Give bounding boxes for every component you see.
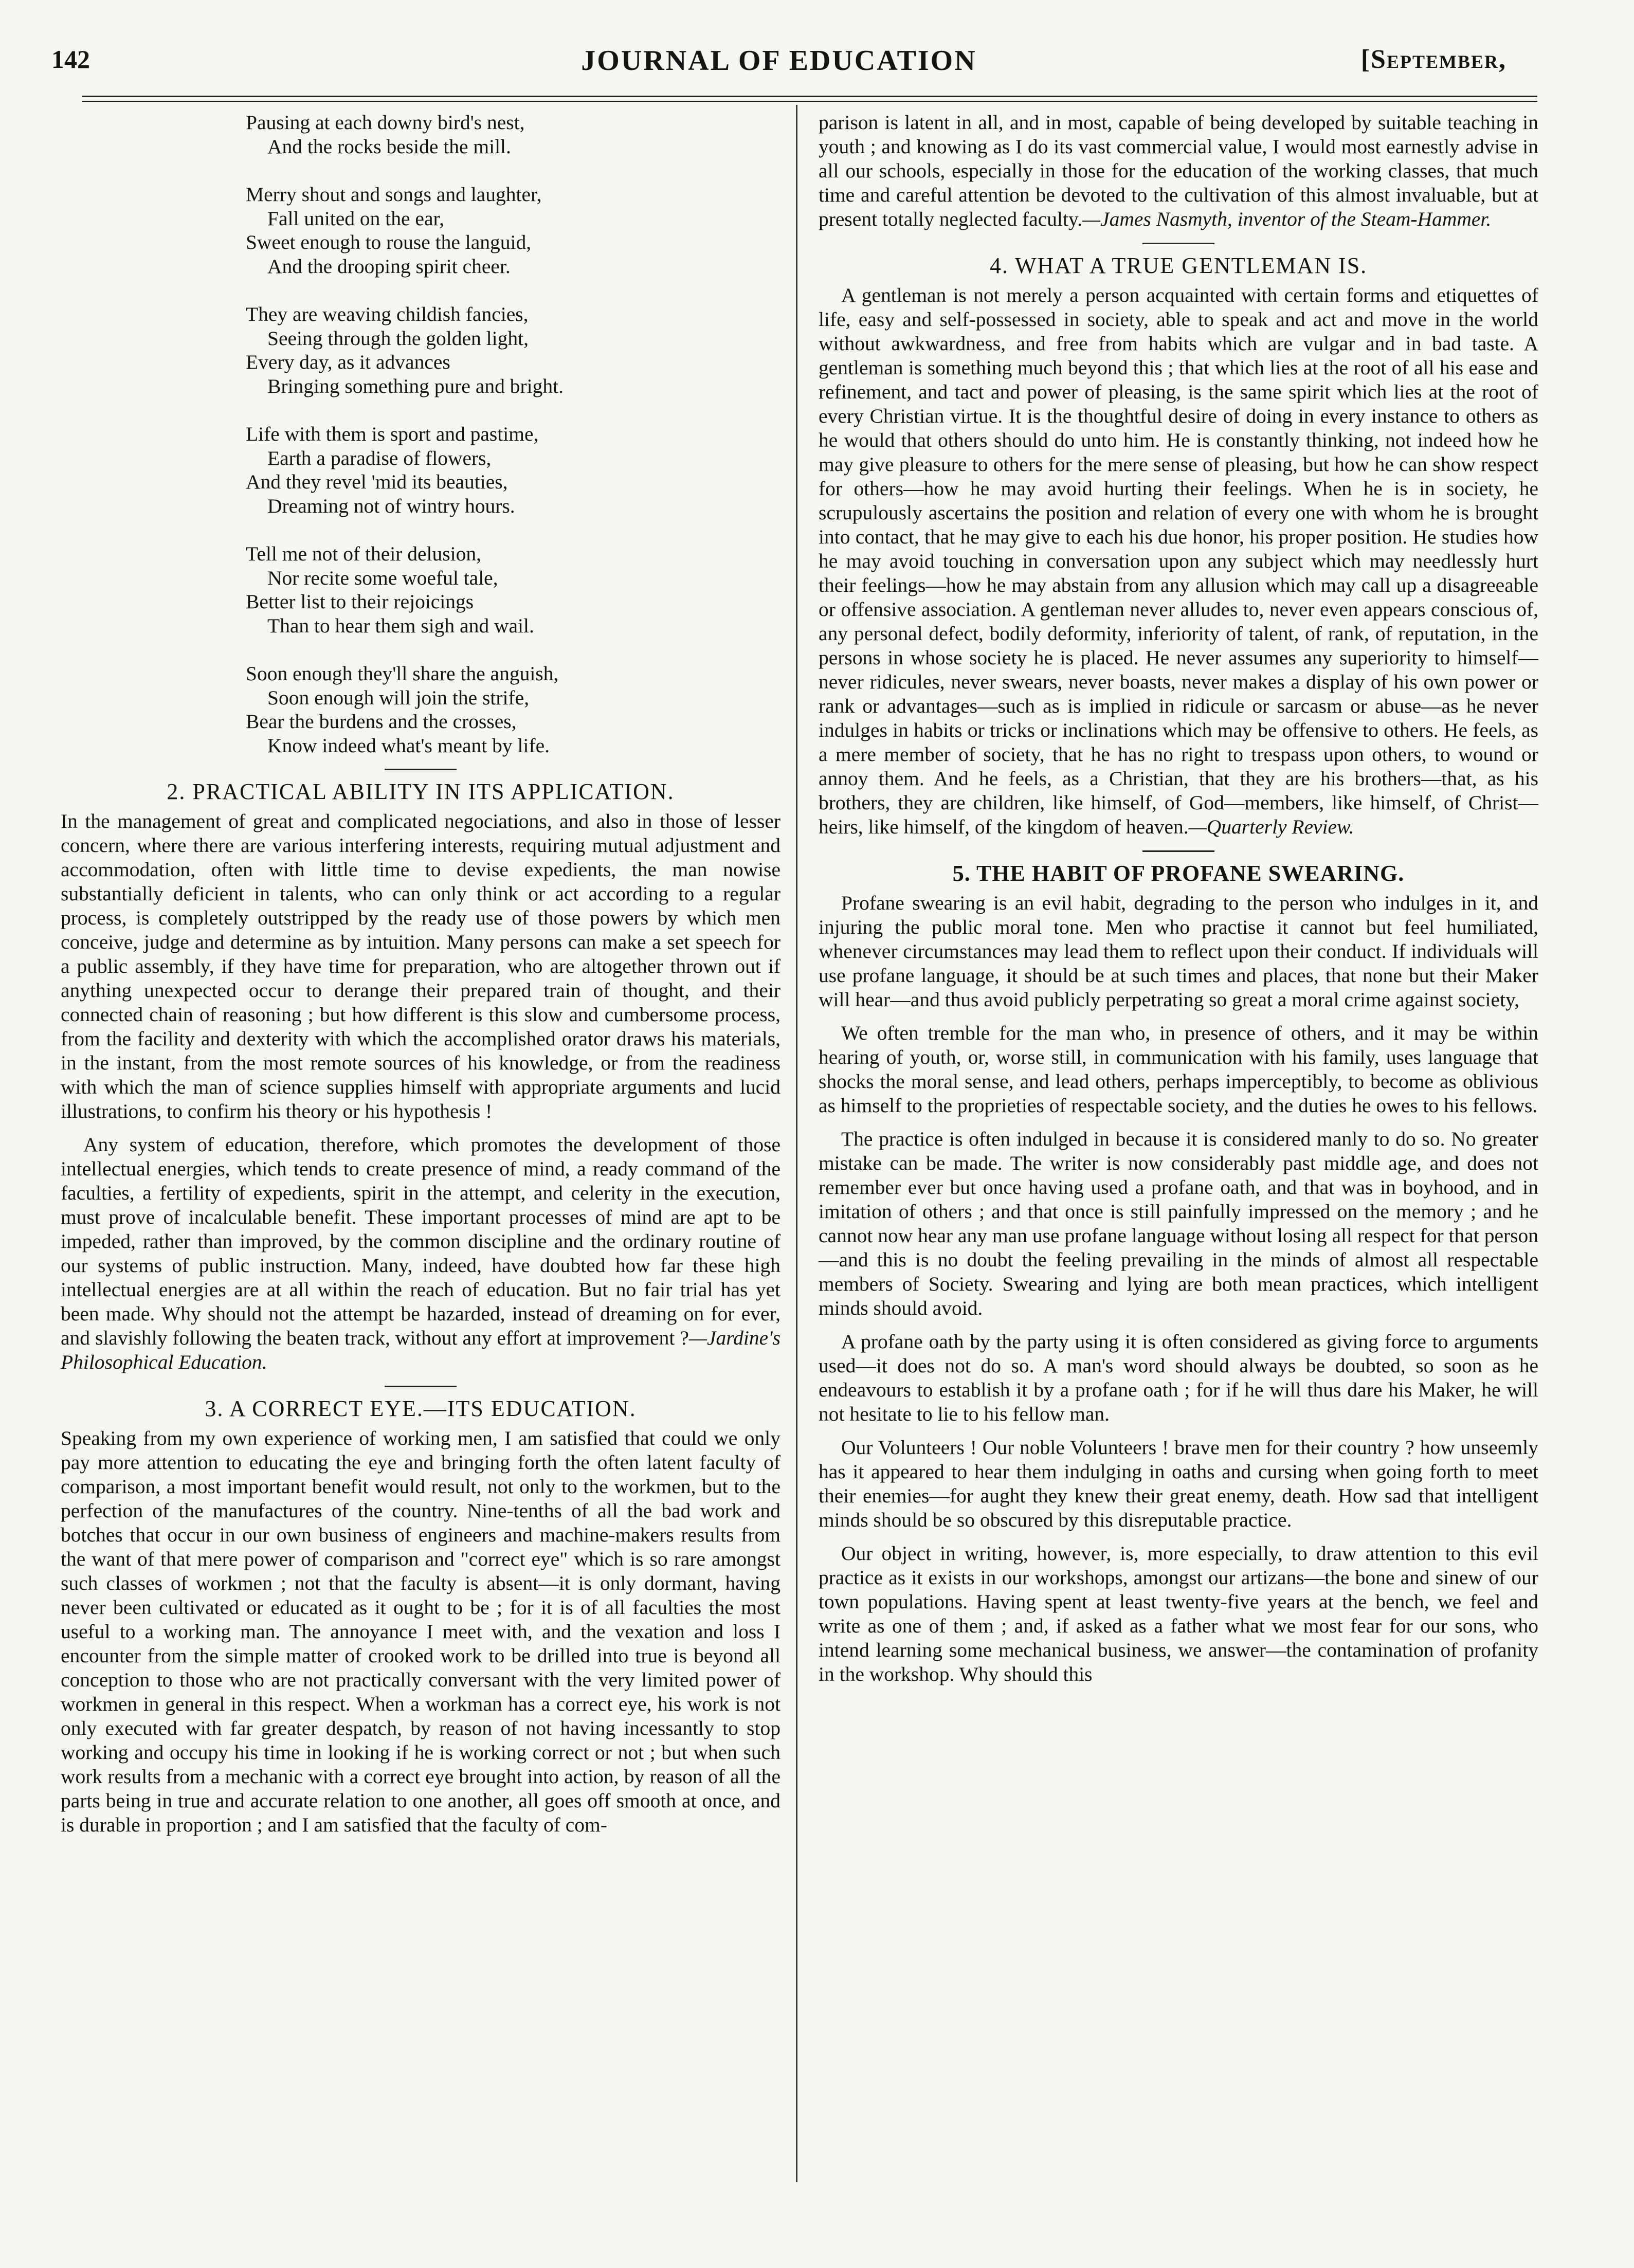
page-number: 142 — [51, 45, 90, 74]
poem-line: Life with them is sport and pastime, — [246, 423, 539, 445]
section-heading: 3. A CORRECT EYE.—ITS EDUCATION. — [205, 1396, 637, 1421]
journal-title: JOURNAL OF EDUCATION — [581, 45, 977, 77]
section-separator — [1142, 243, 1214, 244]
poem-line: Know indeed what's meant by life. — [267, 734, 550, 757]
poem-stanza — [246, 183, 780, 278]
poem-stanza — [246, 111, 780, 158]
poem-stanza — [246, 662, 780, 757]
header-rule-bottom — [82, 101, 1537, 102]
poem-stanza — [246, 302, 780, 398]
poem-line: Every day, as it advances — [246, 351, 450, 373]
attribution: —Quarterly Review. — [1188, 815, 1354, 838]
paragraph: Our Volunteers ! Our noble Volunteers ! brave men for their country ? how unseemly has it appeared to hear them indulging in oaths and cursing when going forth to meet their enemies—for aught they knew their great enemy, death. How sad that intelligent minds should be so obscured by this disreputable practice. — [819, 1436, 1538, 1531]
poem-line: Seeing through the golden light, — [267, 326, 529, 350]
poem-line: Pausing at each downy bird's nest, — [246, 111, 525, 134]
poem-line: And they revel 'mid its beauties, — [246, 470, 508, 493]
paragraph: Our object in writing, however, is, more especially, to draw attention to this evil practice as it exists in our workshops, amongst our artizans—the bone and sinew of our town populations. Having spent at least twenty-five years at the bench, we feel and write as one of them ; and, if asked as a father what we most fear for our sons, who intend learning some mechanical business, we answer—the contamination of profanity in the workshop. Why should this — [819, 1542, 1538, 1685]
poem-line: They are weaving childish fancies, — [246, 303, 529, 325]
paragraph: A profane oath by the party using it is often considered as giving force to arguments used—it does not do so. A man's word should always be doubted, so soon as he endeavours to establish it by a profane oath ; for if he will thus dare his Maker, he will not hesitate to lie to his fellow man. — [819, 1330, 1538, 1425]
attribution: —Jardine's Philosophical Education. — [61, 1327, 780, 1373]
issue-month: [September, — [1360, 45, 1506, 74]
paragraph: Profane swearing is an evil habit, degrading to the person who indulges in it, and injuring the public moral tone. Men who practise it cannot but feel humiliated, whenever circumstances may lead them to reflect upon their conduct. If individuals will use profane language, it should be at such times and places, that none but their Maker will hear—and thus avoid publicly perpetrating so great a moral crime against society, — [819, 892, 1538, 1011]
poem-line: Bear the burdens and the crosses, — [246, 710, 517, 733]
poem-line: Fall united on the ear, — [267, 207, 444, 230]
paragraph: In the management of great and complicated negociations, and also in those of lesser concern, where there are various interfering interests, requiring mutual adjustment and accommodation, often with little time to devise expedients, the man nowise substantially deficient in talents, who can only think or act according to a regular process, is completely outstripped by the ready use of those powers by which men conceive, judge and determine as by intuition. Many persons can make a set speech for a public assembly, if they have time for preparation, who are altogether thrown out if anything unexpected occur to derange their prepared train of thought, and their connected chain of reasoning ; but how different is this slow and cumbersome process, from the facility and dexterity with which the accomplished orator draws his materials, in the instant, from the most remote sources of his knowledge, or from the readiness with which the man of science supplies himself with appropriate arguments and lucid illustrations, to confirm his theory or his hypothesis ! — [61, 810, 780, 1122]
column-divider — [796, 105, 797, 2182]
poem-line: Nor recite some woeful tale, — [267, 566, 498, 589]
poem-line: Soon enough they'll share the anguish, — [246, 662, 559, 685]
poem-line: Dreaming not of wintry hours. — [267, 494, 515, 517]
section-separator — [385, 1386, 457, 1387]
poem-stanza — [246, 422, 780, 518]
poem-line: And the drooping spirit cheer. — [267, 255, 511, 278]
poem-line: Sweet enough to rouse the languid, — [246, 231, 532, 253]
section-separator — [1142, 850, 1214, 852]
page-header — [51, 44, 1506, 90]
poem-line: Tell me not of their delusion, — [246, 542, 481, 565]
poem-line: Bringing something pure and bright. — [267, 374, 564, 397]
poem — [246, 111, 780, 757]
attribution: —James Nasmyth, inventor of the Steam-Hammer. — [1082, 208, 1492, 230]
right-column — [819, 111, 1538, 1696]
poem-line: Soon enough will join the strife, — [267, 686, 530, 709]
paragraph-continuation: parison is latent in all, and in most, capable of being developed by suitable teaching in youth ; and knowing as I do its vast commercial value, I would most earnestly advise in all our schools, especially in those for the education of the working classes, that much time and careful attention be devoted to the cultivation of this almost invaluable, but at present totally neglected faculty. — [819, 111, 1538, 230]
poem-stanza — [246, 542, 780, 638]
section-separator — [385, 769, 457, 770]
poem-line: Earth a paradise of flowers, — [267, 446, 492, 469]
header-rule-top — [82, 96, 1537, 97]
paragraph: A gentleman is not merely a person acquainted with certain forms and etiquettes of life, easy and self-possessed in society, able to speak and act and move in the world without awkwardness, and free from habits which are vulgar and in bad taste. A gentleman is something much beyond this ; that which lies at the root of all his ease and refinement, and tact and power of pleasing, is the same spirit which lies at the root of every Christian virtue. It is the thoughtful desire of doing in every instance to others as he would that others should do unto him. He is constantly thinking, not indeed how he may give pleasure to others for the mere sense of pleasing, but how he can show respect for others—how he may avoid hurting their feelings. When he is in society, he scrupulously ascertains the position and relation of every one with whom he is brought into contact, that he may give to each his due honor, his proper position. He studies how he may avoid touching in conversation upon any subject which may needlessly hurt their feelings—how he may abstain from any allusion which may call up a disagreeable or offensive association. A gentleman never alludes to, never even appears conscious of, any personal defect, bodily deformity, inferiority of talent, of rank, of reputation, in the persons in whose society he is placed. He never assumes any superiority to himself—never ridicules, never swears, never boasts, never makes a display of his own power or rank or advantages—such as is implied in ridicule or sarcasm or abuse—as he never indulges in habits or tricks or inclinations which may be offensive to others. He feels, as a mere member of society, that he has no right to trespass upon others, to wound or annoy them. And he feels, as a Christian, that they are his brothers—that, as his brothers, they are children, like himself, of God—members, like himself, of Christ—heirs, like himself, of the kingdom of heaven. — [819, 284, 1538, 838]
poem-line: And the rocks beside the mill. — [267, 135, 511, 158]
section-heading: 4. WHAT A TRUE GENTLEMAN IS. — [989, 253, 1368, 278]
section-heading: 5. THE HABIT OF PROFANE SWEARING. — [952, 861, 1405, 886]
poem-line: Than to hear them sigh and wail. — [267, 614, 534, 637]
paragraph: We often tremble for the man who, in presence of others, and it may be within hearing of youth, or, worse still, in communication with his family, uses language that shocks the moral sense, and lead others, perhaps imperceptibly, to become as oblivious as himself to the proprieties of respectable society, and the duties he owes to his fellows. — [819, 1022, 1538, 1117]
left-column — [61, 111, 780, 1846]
poem-line: Better list to their rejoicings — [246, 590, 474, 613]
paragraph: Speaking from my own experience of working men, I am satisfied that could we only pay more attention to educating the eye and bringing forth the often latent faculty of comparison, a most important benefit would result, not only to the workmen, but to the perfection of the manufactures of the country. Nine-tenths of all the bad work and botches that occur in our own business of engineers and machine-makers results from the want of that mere power of comparison and "correct eye" which is so rare amongst such classes of workmen ; not that the faculty is absent—it is only dormant, having never been cultivated or educated as it ought to be ; for it is of all faculties the most useful to a working man. The annoyance I meet with, and the vexation and loss I encounter from the simple matter of crooked work to be drilled into true is beyond all conception to those who are not practically conversant with the very limited power of workmen in general in this respect. When a workman has a correct eye, his work is not only executed with far greater despatch, by reason of not having incessantly to stop working and occupy his time in looking if he is working correct or not ; but when such work results from a mechanic with a correct eye brought into action, by reason of all the parts being in true and accurate relation to one another, all goes off smooth at once, and is durable in proportion ; and I am satisfied that the faculty of com- — [61, 1427, 780, 1836]
poem-line: Merry shout and songs and laughter, — [246, 183, 542, 206]
paragraph: The practice is often indulged in because it is considered manly to do so. No greater mistake can be made. The writer is now considerably past middle age, and does not remember ever but once having used a profane oath, and that was in boyhood, and in imitation of others ; and that once is still painfully impressed on the memory ; and he cannot now hear any man use profane language without losing all respect for that person—and this is no doubt the feeling prevailing in the minds of almost all respectable members of Society. Swearing and lying are both mean practices, which intelligent minds should avoid. — [819, 1128, 1538, 1319]
section-heading: 2. PRACTICAL ABILITY IN ITS APPLICATION. — [167, 779, 675, 804]
paragraph: Any system of education, therefore, which promotes the development of those intellectual energies, which tends to create presence of mind, a ready command of the faculties, a fertility of expedients, spirit in the attempt, and celerity in the execution, must prove of incalculable benefit. These important processes of mind are apt to be impeded, rather than improved, by the common discipline and the ordinary routine of our systems of public instruction. Many, indeed, have doubted how far these high intellectual energies are at all within the reach of education. But no fair trial has yet been made. Why should not the attempt be hazarded, instead of dreaming on for ever, and slavishly following the beaten track, without any effort at improvement ? — [61, 1133, 780, 1349]
